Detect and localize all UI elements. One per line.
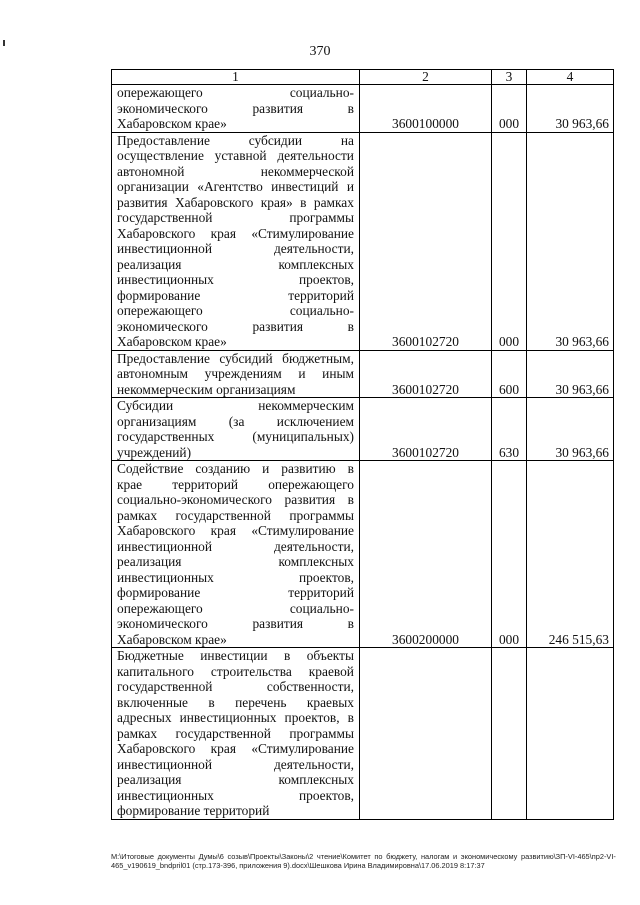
- description-line: реализация комплексных: [117, 554, 354, 569]
- target-article-code: 3600200000: [360, 461, 492, 648]
- target-article-code: [360, 648, 492, 820]
- description-line: инвестиционной деятельности,: [117, 241, 354, 256]
- row-description: [112, 461, 360, 648]
- description-line: некоммерческим организациям: [117, 381, 296, 397]
- target-article-code: 3600102720: [360, 398, 492, 461]
- description-line: Хабаровском крае»: [117, 116, 227, 131]
- description-line: инвестиционных проектов,: [117, 787, 354, 803]
- row-description: [112, 132, 360, 350]
- description-line: формирование территорий: [117, 803, 270, 818]
- expense-type-code: 000: [492, 85, 527, 133]
- description-line: развития Хабаровского края» в рамках: [117, 194, 354, 210]
- description-line: реализация комплексных: [117, 772, 354, 787]
- row-description: [112, 85, 360, 133]
- description-line: Хабаровского края «Стимулирование: [117, 523, 354, 538]
- row-description: [112, 398, 360, 461]
- description-line: Хабаровском крае»: [117, 334, 227, 349]
- table-row: [112, 350, 614, 398]
- expense-type-code: 630: [492, 398, 527, 461]
- description-line: инвестиционных проектов,: [117, 569, 354, 585]
- amount: 30 963,66: [527, 85, 614, 133]
- target-article-code: 3600100000: [360, 85, 492, 133]
- column-header: 1: [112, 70, 360, 85]
- description-line: Субсидии некоммерческим: [117, 398, 354, 413]
- table-row: [112, 132, 614, 350]
- table-row: [112, 398, 614, 461]
- description-line: государственных (муниципальных): [117, 429, 354, 444]
- expense-type-code: 000: [492, 461, 527, 648]
- amount: [527, 648, 614, 820]
- table-header-row: [112, 70, 614, 85]
- description-line: социально-экономического развития в: [117, 492, 354, 507]
- target-article-code: 3600102720: [360, 350, 492, 398]
- description-line: крае территорий опережающего: [117, 476, 354, 492]
- page-number: 370: [309, 44, 331, 59]
- description-line: автономной некоммерческой: [117, 163, 354, 179]
- description-line: формирование территорий: [117, 287, 354, 303]
- description-line: Хабаровского края «Стимулирование: [117, 741, 354, 756]
- expense-type-code: 600: [492, 350, 527, 398]
- amount: 30 963,66: [527, 398, 614, 461]
- description-line: учреждений): [117, 444, 192, 460]
- description-line: реализация комплексных: [117, 256, 354, 272]
- amount: 30 963,66: [527, 132, 614, 350]
- description-line: опережающего социально-: [117, 303, 354, 318]
- description-line: осуществление уставной деятельности: [117, 148, 354, 163]
- column-header: 4: [527, 70, 614, 85]
- row-description: [112, 350, 360, 398]
- description-line: экономического развития в: [117, 100, 354, 116]
- description-line: экономического развития в: [117, 318, 354, 334]
- description-line: Содействие созданию и развитию в: [117, 461, 354, 476]
- row-description: [112, 648, 360, 820]
- description-line: инвестиционной деятельности,: [117, 756, 354, 772]
- description-line: рамках государственной программы: [117, 507, 354, 523]
- description-line: организациям (за исключением: [117, 413, 354, 429]
- table-row: [112, 648, 614, 820]
- amount: 30 963,66: [527, 350, 614, 398]
- description-line: инвестиционных проектов,: [117, 272, 354, 287]
- target-article-code: 3600102720: [360, 132, 492, 350]
- column-header: 2: [360, 70, 492, 85]
- description-line: капитального строительства краевой: [117, 663, 354, 679]
- description-line: рамках государственной программы: [117, 725, 354, 741]
- description-line: государственной программы: [117, 210, 354, 225]
- description-line: включенные в перечень краевых: [117, 694, 354, 710]
- description-line: адресных инвестиционных проектов, в: [117, 710, 354, 725]
- column-header: 3: [492, 70, 527, 85]
- description-line: опережающего социально-: [117, 600, 354, 616]
- expense-type-code: [492, 648, 527, 820]
- description-line: государственной собственности,: [117, 679, 354, 694]
- description-line: инвестиционной деятельности,: [117, 538, 354, 554]
- amount: 246 515,63: [527, 461, 614, 648]
- description-line: опережающего социально-: [117, 85, 354, 100]
- file-path-footer: [111, 852, 616, 870]
- description-line: Бюджетные инвестиции в объекты: [117, 648, 354, 663]
- description-line: Предоставление субсидий бюджетным,: [117, 350, 354, 366]
- description-line: формирование территорий: [117, 585, 354, 600]
- expense-type-code: 000: [492, 132, 527, 350]
- budget-table: [111, 69, 614, 820]
- description-line: организации «Агентство инвестиций и: [117, 179, 354, 194]
- footer-line: 465_v190619_bndpril01 (стр.173-396, приложения 9).docx\Шешкова Ирина Владимировна\17.06.2019 8:17:37: [111, 861, 485, 870]
- description-line: экономического развития в: [117, 616, 354, 631]
- footer-line: М:\Итоговые документы Думы\6 созыв\Проекты\Законы\2 чтение\Комитет по бюджету, налогам и экономическому развитию\ЗП-VI-465\пр2-VI-: [111, 852, 616, 861]
- description-line: автономным учреждениям и иным: [117, 366, 354, 381]
- table-row: [112, 461, 614, 648]
- description-line: Предоставление субсидии на: [117, 132, 354, 148]
- description-line: Хабаровского края «Стимулирование: [117, 225, 354, 241]
- table-row: [112, 85, 614, 133]
- description-line: Хабаровском крае»: [117, 631, 227, 647]
